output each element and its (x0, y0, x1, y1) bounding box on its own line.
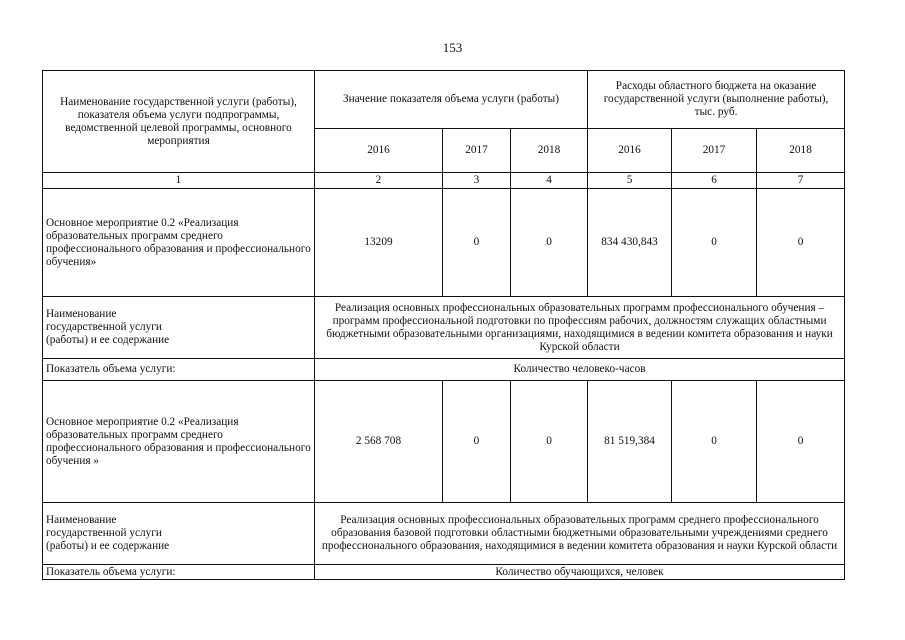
year-2016-expense: 2016 (588, 129, 672, 173)
volume-2018: 0 (511, 381, 588, 503)
header-name-cell: Наименование государственной услуги (работы), показателя объема услуги подпрограммы, ведомственной целевой программы, основного мероприятия (43, 71, 315, 173)
volume-2016: 2 568 708 (315, 381, 443, 503)
expense-2018: 0 (757, 189, 845, 297)
column-number: 5 (588, 173, 672, 189)
expense-2017: 0 (672, 381, 757, 503)
column-number: 7 (757, 173, 845, 189)
header-expense-group: Расходы областного бюджета на оказание государственной услуги (выполнение работы), тыс. руб. (588, 71, 845, 129)
service-description: Реализация основных профессиональных образовательных программ профессионального обучения – программ профессиональной подготовки по профессиям рабочих, должностям служащих областными бюджетными образовательными организациями, находящимися в ведении комитета образования и науки Курской области (315, 297, 845, 359)
indicator-value: Количество обучающихся, человек (315, 565, 845, 580)
expense-2017: 0 (672, 189, 757, 297)
column-number: 6 (672, 173, 757, 189)
year-2018-expense: 2018 (757, 129, 845, 173)
header-row (43, 71, 845, 129)
expense-2016: 81 519,384 (588, 381, 672, 503)
table-row (43, 297, 845, 359)
expense-2018: 0 (757, 381, 845, 503)
page-number: 153 (442, 40, 463, 55)
column-number: 1 (43, 173, 315, 189)
service-label: Наименование государственной услуги (работы) и ее содержание (43, 503, 315, 565)
table-row (43, 381, 845, 503)
header-volume-group: Значение показателя объема услуги (работы) (315, 71, 588, 129)
year-2017-volume: 2017 (443, 129, 511, 173)
table-row (43, 359, 845, 381)
volume-2018: 0 (511, 189, 588, 297)
indicator-label: Показатель объема услуги: (43, 565, 315, 580)
service-description: Реализация основных профессиональных образовательных программ среднего профессионального образования базовой подготовки областными бюджетными образовательными учреждениями среднего профессионального образования, находящимися в ведении комитета образования и науки Курской области (315, 503, 845, 565)
activity-name: Основное мероприятие 0.2 «Реализация образовательных программ среднего профессионального образования и профессионального обучения» (43, 189, 315, 297)
column-number: 2 (315, 173, 443, 189)
indicator-value: Количество человеко-часов (315, 359, 845, 381)
table-row (43, 189, 845, 297)
year-2016-volume: 2016 (315, 129, 443, 173)
activity-name: Основное мероприятие 0.2 «Реализация образовательных программ среднего профессионального образования и профессионального обучения » (43, 381, 315, 503)
volume-2017: 0 (443, 381, 511, 503)
volume-2016: 13209 (315, 189, 443, 297)
year-2018-volume: 2018 (511, 129, 588, 173)
expense-2016: 834 430,843 (588, 189, 672, 297)
column-number: 3 (443, 173, 511, 189)
indicator-label: Показатель объема услуги: (43, 359, 315, 381)
year-2017-expense: 2017 (672, 129, 757, 173)
column-number: 4 (511, 173, 588, 189)
volume-2017: 0 (443, 189, 511, 297)
table-row (43, 565, 845, 580)
budget-table (42, 70, 845, 580)
table-row (43, 503, 845, 565)
column-number-row (43, 173, 845, 189)
service-label: Наименование государственной услуги (работы) и ее содержание (43, 297, 315, 359)
